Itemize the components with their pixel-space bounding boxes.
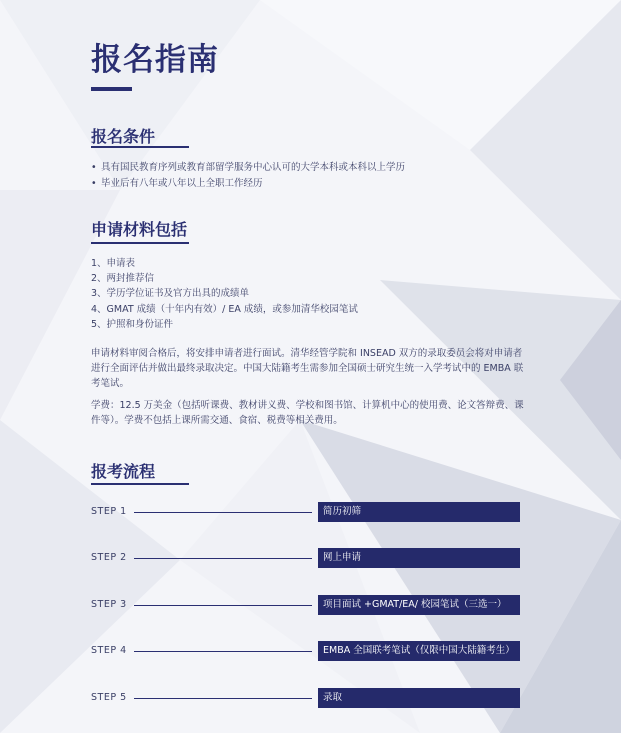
- bullet-icon: •: [91, 178, 97, 189]
- page-title: 报名指南: [91, 42, 219, 78]
- materials-list: [91, 256, 358, 332]
- step-connector: [134, 512, 312, 513]
- step-label: STEP 4: [91, 645, 127, 656]
- step-box: 网上申请: [318, 548, 520, 568]
- list-item: 1、申请表: [91, 258, 136, 269]
- title-underline: [91, 87, 132, 91]
- step-label: STEP 3: [91, 599, 127, 610]
- list-item: 3、学历学位证书及官方出具的成绩单: [91, 288, 250, 300]
- tuition-paragraph: 学费：12.5 万美金（包括听课费、教材讲义费、学校和图书馆、计算机中心的使用费、论文答辩费、课件等）。学费不包括上课所需交通、食宿、税费等相关费用。: [91, 400, 524, 426]
- step-connector: [134, 605, 312, 606]
- step-label: STEP 1: [91, 506, 127, 517]
- step-label: STEP 2: [91, 552, 127, 563]
- materials-title: 申请材料包括: [91, 220, 188, 239]
- step-connector: [134, 651, 312, 652]
- bullet-icon: •: [91, 162, 97, 173]
- process-title: 报考流程: [91, 462, 156, 481]
- step-box: 简历初筛: [318, 502, 520, 522]
- list-item: 5、护照和身份证件: [91, 318, 174, 330]
- process-underline: [91, 483, 189, 485]
- step-label: STEP 5: [91, 692, 127, 703]
- list-item: [91, 160, 405, 176]
- conditions-title: 报名条件: [91, 127, 156, 146]
- step-box: 录取: [318, 688, 520, 708]
- step-box: EMBA 全国联考笔试（仅限中国大陆籍考生）: [318, 641, 520, 661]
- conditions-item-text: 具有国民教育序列或教育部留学服务中心认可的大学本科或本科以上学历: [101, 162, 406, 173]
- list-item: [91, 176, 405, 192]
- step-connector: [134, 698, 312, 699]
- review-paragraph: 申请材料审阅合格后，将安排申请者进行面试。清华经管学院和 INSEAD 双方的录取委员会将对申请者进行全面评估并做出最终录取决定。中国大陆籍考生需参加全国硕士研究生统一入学考试中的 EMBA 联考笔试。: [91, 348, 524, 389]
- list-item: 2、两封推荐信: [91, 273, 155, 285]
- materials-underline: [91, 242, 189, 244]
- step-connector: [134, 558, 312, 559]
- conditions-item-text: 毕业后有八年或八年以上全职工作经历: [101, 178, 263, 189]
- list-item: 4、GMAT 成绩（十年内有效）/ EA 成绩，或参加清华校园笔试: [91, 303, 358, 315]
- step-box: 项目面试 +GMAT/EA/ 校园笔试（三选一）: [318, 595, 520, 615]
- conditions-underline: [91, 146, 189, 148]
- conditions-list: [91, 160, 405, 192]
